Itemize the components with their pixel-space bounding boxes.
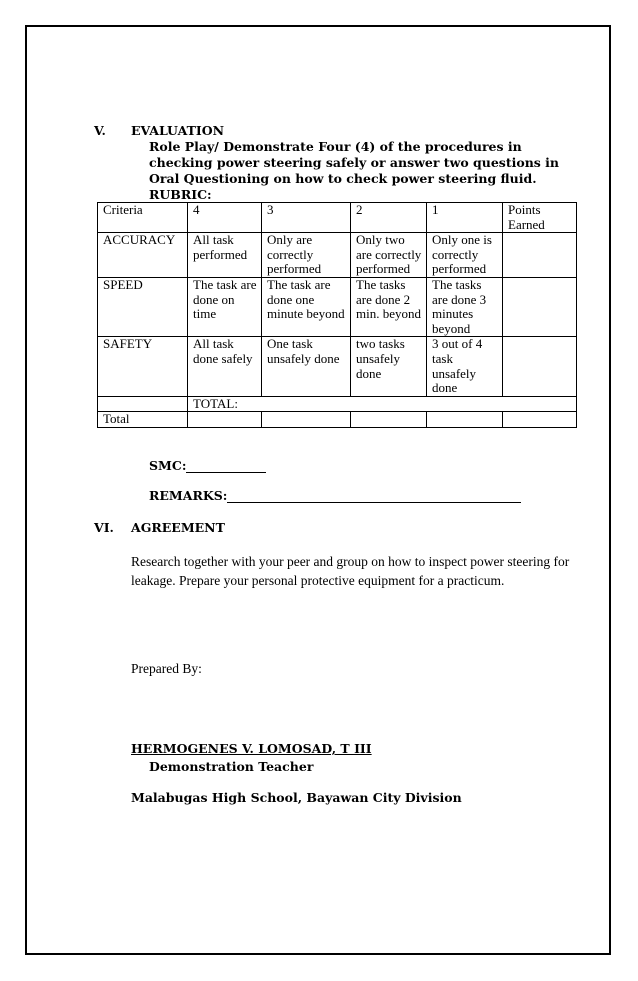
- total-cell: [262, 412, 351, 428]
- remarks-blank-line: [227, 502, 521, 503]
- rubric-cell: The tasks are done 2 min. beyond: [351, 277, 427, 336]
- rubric-cell: The task are done one minute beyond: [262, 277, 351, 336]
- section-5-number: V.: [94, 123, 106, 138]
- header-criteria: Criteria: [98, 203, 188, 233]
- total-cell: [188, 412, 262, 428]
- rubric-cell: All task performed: [188, 233, 262, 278]
- total-label-row: [98, 396, 577, 412]
- section-6-title: AGREEMENT: [131, 520, 225, 535]
- rubric-table: [97, 202, 577, 428]
- total-cell: [427, 412, 503, 428]
- rubric-cell: Only one is correctly performed: [427, 233, 503, 278]
- points-cell: [503, 277, 577, 336]
- remarks-field: [149, 488, 521, 503]
- criteria-cell: SAFETY: [98, 337, 188, 396]
- rubric-cell: All task done safely: [188, 337, 262, 396]
- prepared-by-label: Prepared By:: [131, 661, 202, 676]
- table-row: [98, 233, 577, 278]
- agreement-paragraph: Research together with your peer and group on how to inspect power steering for leakage. Prepare your personal protective equipment for a practicum.: [131, 554, 570, 588]
- table-row: [98, 337, 577, 396]
- header-2: 2: [351, 203, 427, 233]
- header-1: 1: [427, 203, 503, 233]
- rubric-cell: two tasks unsafely done: [351, 337, 427, 396]
- criteria-cell: ACCURACY: [98, 233, 188, 278]
- rubric-cell: Only are correctly performed: [262, 233, 351, 278]
- rubric-cell: Only two are correctly performed: [351, 233, 427, 278]
- instruction-text: Role Play/ Demonstrate Four (4) of the procedures in checking power steering safely or answer two questions in Oral Questioning on how to check power steering fluid.: [149, 139, 560, 186]
- total-cell: [351, 412, 427, 428]
- teacher-role: Demonstration Teacher: [149, 759, 314, 774]
- criteria-cell: SPEED: [98, 277, 188, 336]
- evaluation-instruction: [149, 139, 569, 203]
- section-6-number: VI.: [94, 520, 114, 535]
- rubric-cell: 3 out of 4 task unsafely done: [427, 337, 503, 396]
- rubric-label: RUBRIC:: [149, 187, 212, 202]
- smc-blank-line: [186, 472, 266, 473]
- rubric-cell: The tasks are done 3 minutes beyond: [427, 277, 503, 336]
- total-row: [98, 412, 577, 428]
- header-points-earned: Points Earned: [503, 203, 577, 233]
- smc-field: [149, 458, 266, 473]
- header-3: 3: [262, 203, 351, 233]
- total-cell: [503, 412, 577, 428]
- header-4: 4: [188, 203, 262, 233]
- rubric-cell: The task are done on time: [188, 277, 262, 336]
- table-header-row: [98, 203, 577, 233]
- school-name: Malabugas High School, Bayawan City Division: [131, 790, 462, 805]
- total-label: TOTAL:: [188, 396, 577, 412]
- empty-cell: [98, 396, 188, 412]
- smc-label: SMC:: [149, 458, 187, 473]
- rubric-cell: One task unsafely done: [262, 337, 351, 396]
- total-row-label: Total: [98, 412, 188, 428]
- teacher-name: HERMOGENES V. LOMOSAD, T III: [131, 741, 372, 756]
- table-row: [98, 277, 577, 336]
- points-cell: [503, 337, 577, 396]
- points-cell: [503, 233, 577, 278]
- section-5-title: EVALUATION: [131, 123, 225, 138]
- remarks-label: REMARKS:: [149, 488, 228, 503]
